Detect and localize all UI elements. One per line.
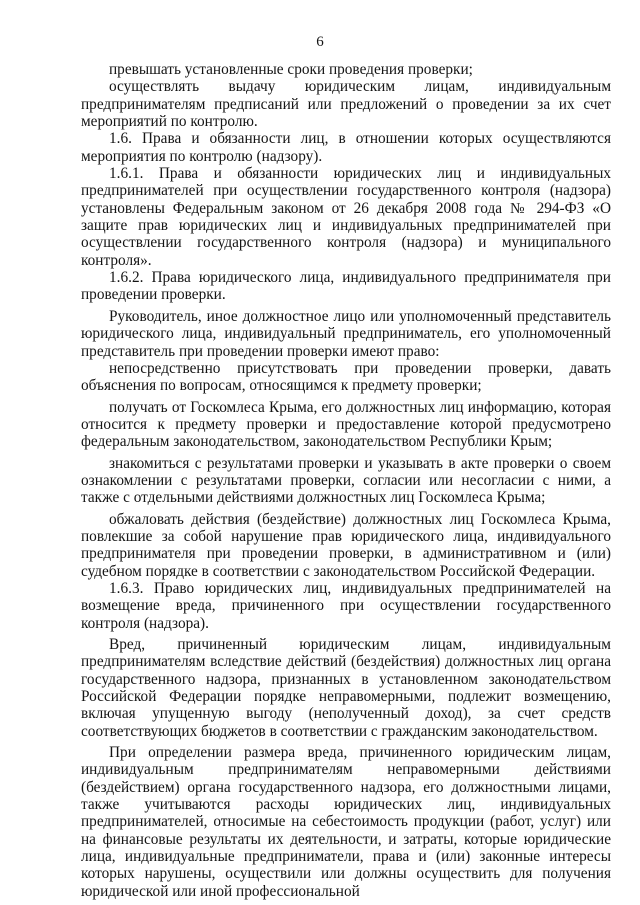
paragraph-damage-calculation: При определении размера вреда, причиненного юридическим лицам, индивидуальным предпринимателям неправомерными действиями (бездействием) органа государственного надзора, его должностными лицами, также учитываются расходы юридических лиц, индивидуальных предпринимателей, относимые на себестоимость продукции (работ, услуг) или на финансовые результаты их деятельности, и затраты, которые юридические лица, индивидуальные предприниматели, права и (или) законные интересы которых нарушены, осуществили или должны осуществить для получения юридической или иной профессиональной [81, 744, 611, 900]
paragraph-damage-compensation: Вред, причиненный юридическим лицам, индивидуальным предпринимателям вследствие действий (бездействия) должностных лиц органа государственного надзора, признанных в установленном законодательством Российской Федерации порядке неправомерными, подлежит возмещению, включая упущенную выгоду (неполученный доход), за счет средств соответствующих бюджетов в соответствии с гражданским законодательством. [81, 636, 611, 740]
paragraph-list-item: превышать установленные сроки проведения проверки; [109, 61, 473, 78]
section-heading-1-6-3: 1.6.3. Право юридических лиц, индивидуальных предпринимателей на возмещение вреда, причиненного при осуществлении государственного контроля (надзора). [81, 579, 611, 632]
paragraph-list-item: обжаловать действия (бездействие) должностных лиц Госкомлеса Крыма, повлекшие за собой нарушение прав юридического лица, индивидуального предпринимателя при проведении проверки, в административном и (или) судебном порядке в соответствии с законодательством Российской Федерации. [81, 510, 611, 580]
section-1-6-1: 1.6.1. Права и обязанности юридических лиц и индивидуальных предпринимателей при осуществлении государственного контроля (надзора) установлены Федеральным законом от 26 декабря 2008 года № 294-ФЗ «О защите прав юридических лиц и индивидуальных предпринимателей при осуществлении государственного контроля (надзора) и муниципального контроля». [81, 165, 611, 269]
page-number: 6 [316, 34, 324, 50]
paragraph-list-item: получать от Госкомлеса Крыма, его должностных лиц информацию, которая относится к предмету проверки и предоставление которой предусмотрено федеральным законодательством, законодательством Республики Крым; [81, 398, 611, 451]
section-heading-1-6-2: 1.6.2. Права юридического лица, индивидуального предпринимателя при проведении проверки. [81, 269, 611, 304]
document-body [81, 61, 611, 900]
paragraph-rights-intro: Руководитель, иное должностное лицо или уполномоченный представитель юридического лица, индивидуальный предприниматель, его уполномоченный представитель при проведении проверки имеют право: [81, 307, 611, 360]
paragraph-list-item: знакомиться с результатами проверки и указывать в акте проверки о своем ознакомлении с результатами проверки, согласии или несогласии с ними, а также с отдельными действиями должностных лиц Госкомлеса Крыма; [81, 454, 611, 507]
paragraph-list-item: непосредственно присутствовать при проведении проверки, давать объяснения по вопросам, относящимся к предмету проверки; [81, 359, 611, 395]
paragraph-list-item: осуществлять выдачу юридическим лицам, индивидуальным предпринимателям предписаний или предложений о проведении за их счет мероприятий по контролю. [81, 78, 611, 131]
section-heading-1-6: 1.6. Права и обязанности лиц, в отношении которых осуществляются мероприятия по контролю (надзору). [81, 130, 611, 165]
